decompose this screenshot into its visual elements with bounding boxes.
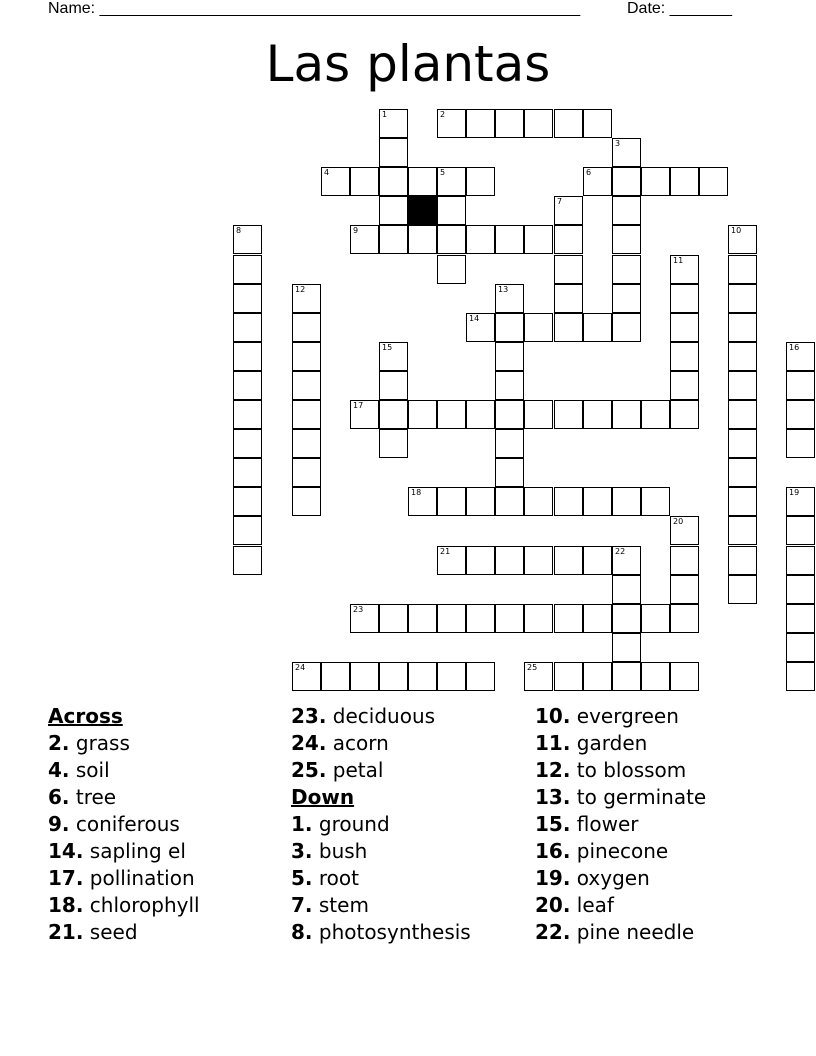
worksheet-header	[0, 0, 816, 22]
crossword-cell[interactable]	[612, 138, 641, 167]
clue-number: 16	[789, 343, 800, 352]
clue-number: 7	[557, 197, 563, 206]
crossword-cell[interactable]	[612, 633, 641, 662]
clue-item	[48, 757, 200, 784]
clue-item-number: 15.	[535, 812, 571, 836]
clue-item-number: 17.	[48, 866, 84, 890]
crossword-cell[interactable]	[437, 546, 466, 575]
crossword-cell[interactable]	[292, 429, 321, 458]
crossword-cell[interactable]	[437, 487, 466, 516]
crossword-cell[interactable]	[670, 342, 699, 371]
crossword-cell[interactable]	[641, 400, 670, 429]
crossword-cell[interactable]	[466, 546, 495, 575]
crossword-cell[interactable]	[321, 662, 350, 691]
crossword-cell[interactable]	[379, 138, 408, 167]
crossword-cell[interactable]	[583, 487, 612, 516]
clue-item	[535, 784, 706, 811]
crossword-cell[interactable]	[612, 546, 641, 575]
clue-number: 13	[498, 285, 509, 294]
clue-number: 20	[673, 517, 684, 526]
clue-item	[291, 757, 471, 784]
crossword-cell[interactable]	[495, 342, 524, 371]
crossword-cell[interactable]	[612, 487, 641, 516]
clue-item	[291, 811, 471, 838]
page-title: Las plantas	[265, 35, 551, 93]
crossword-cell[interactable]	[612, 400, 641, 429]
clue-item-number: 14.	[48, 839, 84, 863]
clue-section-heading: Across	[48, 704, 123, 728]
clue-item-text: acorn	[326, 731, 389, 755]
crossword-cell[interactable]	[466, 400, 495, 429]
crossword-cell[interactable]	[495, 458, 524, 487]
clue-item-text: chlorophyll	[83, 893, 200, 917]
clue-number: 21	[440, 547, 451, 556]
crossword-cell[interactable]	[728, 313, 757, 342]
clue-item-text: oxygen	[570, 866, 650, 890]
crossword-cell[interactable]	[524, 109, 553, 138]
crossword-cell[interactable]	[292, 371, 321, 400]
clue-item-number: 4.	[48, 758, 70, 782]
crossword-cell[interactable]	[554, 662, 583, 691]
crossword-cell[interactable]	[495, 429, 524, 458]
clue-item-text: bush	[312, 839, 368, 863]
clue-item	[535, 703, 706, 730]
crossword-cell[interactable]	[786, 342, 815, 371]
crossword-cell[interactable]	[728, 342, 757, 371]
clue-number: 1	[382, 110, 388, 119]
crossword-cell[interactable]	[379, 400, 408, 429]
clue-number: 17	[353, 401, 364, 410]
clue-item-text: stem	[312, 893, 369, 917]
crossword-cell[interactable]	[670, 255, 699, 284]
crossword-cell[interactable]	[292, 487, 321, 516]
clue-number: 12	[295, 285, 306, 294]
crossword-cell[interactable]	[641, 604, 670, 633]
crossword-cell[interactable]	[524, 604, 553, 633]
crossword-cell[interactable]	[495, 487, 524, 516]
clue-item-number: 2.	[48, 731, 70, 755]
clue-item-number: 10.	[535, 704, 571, 728]
clue-item-number: 19.	[535, 866, 571, 890]
clue-item-text: pine needle	[570, 920, 695, 944]
crossword-cell[interactable]	[466, 109, 495, 138]
crossword-cell[interactable]	[466, 167, 495, 196]
clue-item	[535, 811, 706, 838]
clue-number: 5	[440, 168, 446, 177]
crossword-cell[interactable]	[670, 167, 699, 196]
crossword-cell[interactable]	[292, 400, 321, 429]
clue-item	[291, 730, 471, 757]
crossword-cell[interactable]	[233, 342, 262, 371]
crossword-cell[interactable]	[350, 167, 379, 196]
crossword-cell[interactable]	[321, 167, 350, 196]
crossword-cell[interactable]	[379, 371, 408, 400]
clue-number: 24	[295, 663, 306, 672]
crossword-cell[interactable]	[524, 400, 553, 429]
clue-item	[535, 865, 706, 892]
crossword-cell[interactable]	[437, 196, 466, 225]
crossword-cell[interactable]	[379, 662, 408, 691]
crossword-cell[interactable]	[350, 400, 379, 429]
clue-item	[535, 892, 706, 919]
crossword-cell[interactable]	[554, 400, 583, 429]
crossword-cell[interactable]	[670, 371, 699, 400]
clue-item-number: 24.	[291, 731, 327, 755]
clue-number: 22	[615, 547, 626, 556]
crossword-cell[interactable]	[437, 255, 466, 284]
crossword-cell[interactable]	[786, 633, 815, 662]
clue-item	[535, 838, 706, 865]
crossword-cell[interactable]	[437, 109, 466, 138]
clue-number: 3	[615, 139, 621, 148]
clue-number: 14	[469, 314, 480, 323]
clue-item	[291, 892, 471, 919]
clue-item-number: 13.	[535, 785, 571, 809]
crossword-cell[interactable]	[612, 662, 641, 691]
crossword-cell[interactable]	[233, 284, 262, 313]
crossword-cell[interactable]	[466, 487, 495, 516]
clue-item-text: root	[312, 866, 359, 890]
crossword-cell[interactable]	[786, 662, 815, 691]
clue-item-text: pollination	[83, 866, 195, 890]
clue-item-text: deciduous	[326, 704, 436, 728]
crossword-cell[interactable]	[466, 662, 495, 691]
crossword-cell[interactable]	[641, 662, 670, 691]
clue-item-number: 23.	[291, 704, 327, 728]
crossword-cell[interactable]	[466, 313, 495, 342]
crossword-cell[interactable]	[728, 516, 757, 545]
crossword-cell[interactable]	[495, 546, 524, 575]
crossword-cell[interactable]	[699, 167, 728, 196]
clue-item-text: flower	[570, 812, 639, 836]
clue-item-text: seed	[83, 920, 138, 944]
date-line: Date: _______	[627, 0, 732, 17]
crossword-cell[interactable]	[612, 575, 641, 604]
clue-item	[291, 919, 471, 946]
clue-item	[48, 838, 200, 865]
crossword-cell[interactable]	[670, 516, 699, 545]
crossword-cell[interactable]	[408, 662, 437, 691]
crossword-cell[interactable]	[437, 662, 466, 691]
clue-item	[48, 784, 200, 811]
crossword-cell[interactable]	[524, 313, 553, 342]
crossword-cell[interactable]	[670, 546, 699, 575]
crossword-cell[interactable]	[583, 167, 612, 196]
crossword-cell[interactable]	[583, 604, 612, 633]
crossword-cell[interactable]	[408, 604, 437, 633]
crossword-cell[interactable]	[233, 487, 262, 516]
clue-item	[291, 865, 471, 892]
crossword-cell[interactable]	[408, 487, 437, 516]
crossword-cell[interactable]	[495, 225, 524, 254]
clues-column-1	[48, 703, 200, 946]
clues-column-3	[535, 703, 706, 946]
clue-item	[535, 919, 706, 946]
crossword-cell[interactable]	[233, 313, 262, 342]
crossword-cell[interactable]	[641, 167, 670, 196]
crossword-cell[interactable]	[612, 313, 641, 342]
crossword-cell[interactable]	[612, 255, 641, 284]
crossword-cell[interactable]	[786, 546, 815, 575]
clue-item	[48, 730, 200, 757]
crossword-cell[interactable]	[437, 604, 466, 633]
crossword-cell[interactable]	[670, 575, 699, 604]
crossword-cell[interactable]	[670, 313, 699, 342]
clue-item	[48, 811, 200, 838]
clue-number: 4	[324, 168, 330, 177]
crossword-cell[interactable]	[524, 225, 553, 254]
crossword-cell[interactable]	[728, 458, 757, 487]
crossword-cell[interactable]	[437, 400, 466, 429]
crossword-cell[interactable]	[583, 109, 612, 138]
crossword-cell[interactable]	[670, 662, 699, 691]
clue-item-text: to germinate	[570, 785, 707, 809]
clue-item-text: photosynthesis	[312, 920, 471, 944]
clue-item-number: 5.	[291, 866, 313, 890]
crossword-cell[interactable]	[524, 487, 553, 516]
clue-item-number: 1.	[291, 812, 313, 836]
crossword-cell[interactable]	[350, 662, 379, 691]
crossword-cell[interactable]	[437, 225, 466, 254]
crossword-cell[interactable]	[379, 429, 408, 458]
clue-item	[291, 838, 471, 865]
crossword-cell[interactable]	[233, 371, 262, 400]
crossword-cell[interactable]	[728, 225, 757, 254]
crossword-cell[interactable]	[350, 225, 379, 254]
crossword-cell[interactable]	[728, 487, 757, 516]
crossword-cell[interactable]	[379, 167, 408, 196]
clue-item-text: tree	[69, 785, 117, 809]
crossword-cell[interactable]	[786, 429, 815, 458]
clue-number: 25	[527, 663, 538, 672]
crossword-cell[interactable]	[379, 225, 408, 254]
crossword-cell[interactable]	[466, 225, 495, 254]
crossword-cell[interactable]	[379, 196, 408, 225]
clue-item-number: 22.	[535, 920, 571, 944]
crossword-cell[interactable]	[554, 255, 583, 284]
crossword-cell[interactable]	[292, 662, 321, 691]
clue-item-text: garden	[570, 731, 648, 755]
crossword-cell[interactable]	[408, 400, 437, 429]
crossword-cell[interactable]	[495, 109, 524, 138]
clue-item-text: to blossom	[570, 758, 687, 782]
clue-item-text: leaf	[570, 893, 614, 917]
clue-item	[48, 865, 200, 892]
clue-number: 11	[673, 256, 684, 265]
clue-item-number: 21.	[48, 920, 84, 944]
crossword-cell[interactable]	[554, 109, 583, 138]
clue-number: 2	[440, 110, 446, 119]
crossword-cell[interactable]	[495, 400, 524, 429]
crossword-cell[interactable]	[524, 546, 553, 575]
clue-number: 18	[411, 488, 422, 497]
clue-item-text: ground	[312, 812, 390, 836]
clue-item-number: 7.	[291, 893, 313, 917]
crossword-cell[interactable]	[233, 255, 262, 284]
clue-number: 9	[353, 226, 359, 235]
crossword-cell[interactable]	[233, 516, 262, 545]
crossword-cell[interactable]	[728, 255, 757, 284]
crossword-cell[interactable]	[554, 313, 583, 342]
crossword-cell[interactable]	[233, 458, 262, 487]
crossword-cell[interactable]	[670, 400, 699, 429]
crossword-cell[interactable]	[292, 284, 321, 313]
clue-item-number: 25.	[291, 758, 327, 782]
clue-item-number: 20.	[535, 893, 571, 917]
crossword-cell[interactable]	[786, 487, 815, 516]
crossword-cell[interactable]	[495, 313, 524, 342]
clue-item	[291, 703, 471, 730]
crossword-cell[interactable]	[495, 284, 524, 313]
crossword-cell[interactable]	[612, 167, 641, 196]
crossword-cell[interactable]	[612, 225, 641, 254]
crossword-cell[interactable]	[728, 400, 757, 429]
clue-number: 10	[731, 226, 742, 235]
clue-item	[48, 892, 200, 919]
crossword-cell[interactable]	[786, 604, 815, 633]
crossword-cell[interactable]	[379, 342, 408, 371]
clue-number: 8	[236, 226, 242, 235]
crossword-cell[interactable]	[554, 604, 583, 633]
clue-item	[535, 730, 706, 757]
crossword-cell[interactable]	[728, 284, 757, 313]
crossword-cell[interactable]	[583, 313, 612, 342]
clue-item-number: 16.	[535, 839, 571, 863]
clue-item	[535, 757, 706, 784]
crossword-cell[interactable]	[612, 196, 641, 225]
crossword-cell[interactable]	[641, 487, 670, 516]
crossword-cell[interactable]	[612, 604, 641, 633]
clue-number: 15	[382, 343, 393, 352]
crossword-cell[interactable]	[292, 458, 321, 487]
clue-item-number: 3.	[291, 839, 313, 863]
crossword-cell[interactable]	[437, 167, 466, 196]
crossword-cell[interactable]	[786, 400, 815, 429]
crossword-cell[interactable]	[379, 604, 408, 633]
crossword-cell[interactable]	[670, 604, 699, 633]
clue-item-text: sapling el	[83, 839, 186, 863]
crossword-cell[interactable]	[350, 604, 379, 633]
crossword-cell[interactable]	[583, 400, 612, 429]
clue-item-text: pinecone	[570, 839, 669, 863]
crossword-cell[interactable]	[408, 167, 437, 196]
clue-item-text: petal	[326, 758, 384, 782]
clue-item	[48, 919, 200, 946]
crossword-cell[interactable]	[233, 429, 262, 458]
crossword-cell[interactable]	[233, 546, 262, 575]
crossword-black-cell	[408, 196, 437, 225]
crossword-cell[interactable]	[728, 371, 757, 400]
crossword-cell[interactable]	[728, 575, 757, 604]
crossword-cell[interactable]	[408, 225, 437, 254]
crossword-cell[interactable]	[583, 546, 612, 575]
clue-item-number: 11.	[535, 731, 571, 755]
clue-item-text: coniferous	[69, 812, 180, 836]
clue-item-number: 12.	[535, 758, 571, 782]
crossword-cell[interactable]	[466, 604, 495, 633]
name-line: Name: ______________________________________________________	[48, 0, 581, 17]
clue-section-heading: Down	[291, 785, 355, 809]
crossword-cell[interactable]	[786, 516, 815, 545]
crossword-cell[interactable]	[292, 313, 321, 342]
crossword-cell[interactable]	[554, 546, 583, 575]
clue-item-text: soil	[69, 758, 110, 782]
crossword-cell[interactable]	[292, 342, 321, 371]
clue-number: 19	[789, 488, 800, 497]
crossword-cell[interactable]	[583, 662, 612, 691]
clue-item-number: 6.	[48, 785, 70, 809]
clue-number: 6	[586, 168, 592, 177]
crossword-cell[interactable]	[554, 196, 583, 225]
crossword-cell[interactable]	[233, 400, 262, 429]
clue-number: 23	[353, 605, 364, 614]
crossword-cell[interactable]	[670, 284, 699, 313]
crossword-cell[interactable]	[786, 575, 815, 604]
crossword-cell[interactable]	[554, 487, 583, 516]
crossword-cell[interactable]	[379, 109, 408, 138]
crossword-cell[interactable]	[612, 284, 641, 313]
crossword-cell[interactable]	[554, 225, 583, 254]
clue-item-number: 8.	[291, 920, 313, 944]
crossword-cell[interactable]	[728, 546, 757, 575]
crossword-cell[interactable]	[554, 284, 583, 313]
clues-column-2	[291, 703, 471, 946]
clue-item-text: grass	[69, 731, 130, 755]
clue-item-number: 18.	[48, 893, 84, 917]
crossword-cell[interactable]	[786, 371, 815, 400]
crossword-cell[interactable]	[495, 371, 524, 400]
clue-item-number: 9.	[48, 812, 70, 836]
crossword-cell[interactable]	[495, 604, 524, 633]
clue-item-text: evergreen	[570, 704, 679, 728]
crossword-cell[interactable]	[728, 429, 757, 458]
crossword-cell[interactable]	[233, 225, 262, 254]
crossword-cell[interactable]	[524, 662, 553, 691]
